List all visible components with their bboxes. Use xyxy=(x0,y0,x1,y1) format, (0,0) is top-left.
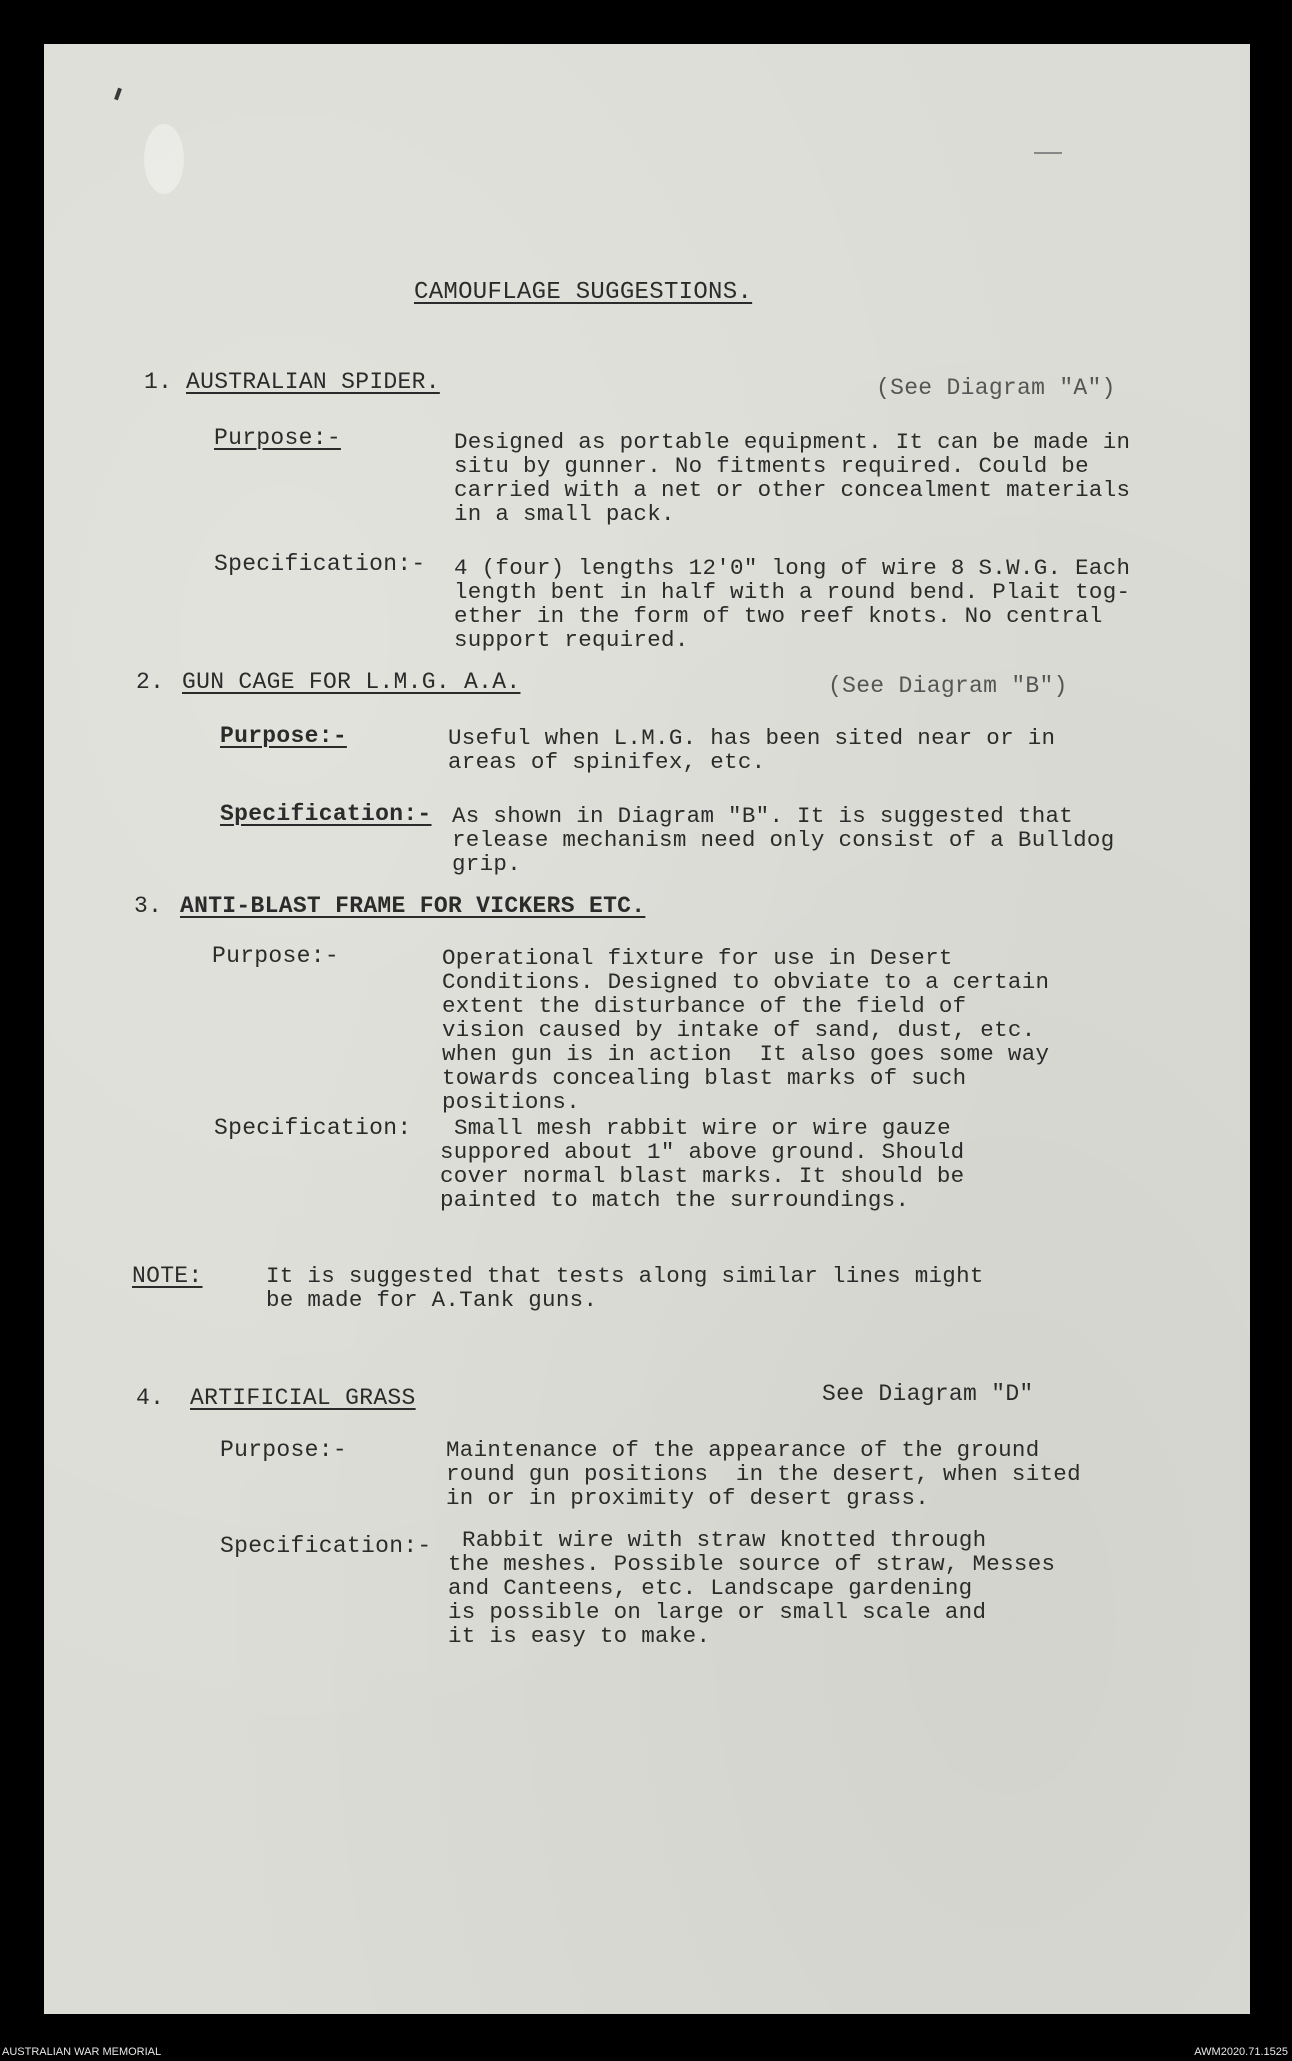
footer-left: AUSTRALIAN WAR MEMORIAL xyxy=(2,2046,162,2058)
specification-line: it is easy to make. xyxy=(448,1623,711,1649)
section-heading: AUSTRALIAN SPIDER. xyxy=(186,369,440,395)
note-label: NOTE: xyxy=(132,1263,203,1289)
purpose-line: towards concealing blast marks of such xyxy=(442,1065,967,1091)
specification-label: Specification:- xyxy=(220,1533,432,1559)
purpose-label: Purpose:- xyxy=(214,425,341,451)
purpose-line: extent the disturbance of the field of xyxy=(442,993,967,1019)
specification-line: the meshes. Possible source of straw, Messes xyxy=(448,1551,1056,1577)
purpose-line: Maintenance of the appearance of the ground xyxy=(446,1437,1040,1463)
specification-line: length bent in half with a round bend. Plait tog- xyxy=(454,579,1131,605)
specification-line: release mechanism need only consist of a Bulldog xyxy=(452,827,1115,853)
document-page xyxy=(44,44,1250,2014)
specification-line: and Canteens, etc. Landscape gardening xyxy=(448,1575,973,1601)
purpose-line: areas of spinifex, etc. xyxy=(448,749,766,775)
specification-line: is possible on large or small scale and xyxy=(448,1599,987,1625)
specification-label: Specification: xyxy=(214,1115,412,1141)
specification-line: cover normal blast marks. It should be xyxy=(440,1163,965,1189)
diagram-reference: (See Diagram "A") xyxy=(876,375,1116,401)
section-heading: ARTIFICIAL GRASS xyxy=(190,1385,416,1411)
ink-speck xyxy=(1034,152,1062,154)
purpose-line: situ by gunner. No fitments required. Could be xyxy=(454,453,1089,479)
specification-line: support required. xyxy=(454,627,689,653)
section-heading: ANTI-BLAST FRAME FOR VICKERS ETC. xyxy=(180,893,646,919)
page-title: CAMOUFLAGE SUGGESTIONS. xyxy=(414,279,753,306)
footer-right: AWM2020.71.1525 xyxy=(1194,2046,1288,2058)
specification-line: Small mesh rabbit wire or wire gauze xyxy=(454,1115,951,1141)
purpose-label: Purpose:- xyxy=(220,723,347,749)
purpose-line: when gun is in action It also goes some way xyxy=(442,1041,1050,1067)
document-body xyxy=(44,44,1250,2014)
specification-label: Specification:- xyxy=(220,801,432,827)
purpose-line: Designed as portable equipment. It can be made in xyxy=(454,429,1131,455)
purpose-line: vision caused by intake of sand, dust, etc. xyxy=(442,1017,1036,1043)
ink-speck xyxy=(114,88,122,101)
purpose-line: Operational fixture for use in Desert xyxy=(442,945,953,971)
section-number: 3. xyxy=(134,893,163,919)
purpose-label: Purpose:- xyxy=(220,1437,347,1463)
specification-line: Rabbit wire with straw knotted through xyxy=(462,1527,987,1553)
specification-line: suppored about 1" above ground. Should xyxy=(440,1139,965,1165)
note-line: be made for A.Tank guns. xyxy=(266,1287,598,1313)
purpose-line: in or in proximity of desert grass. xyxy=(446,1485,930,1511)
section-heading: GUN CAGE FOR L.M.G. A.A. xyxy=(182,669,521,695)
purpose-line: carried with a net or other concealment materials xyxy=(454,477,1131,503)
diagram-reference: See Diagram "D" xyxy=(822,1381,1034,1407)
purpose-line: Useful when L.M.G. has been sited near or in xyxy=(448,725,1056,751)
specification-line: ether in the form of two reef knots. No central xyxy=(454,603,1103,629)
section-number: 2. xyxy=(136,669,165,695)
note-line: It is suggested that tests along similar lines might xyxy=(266,1263,984,1289)
specification-line: 4 (four) lengths 12'0" long of wire 8 S.W.G. Each xyxy=(454,555,1131,581)
purpose-label: Purpose:- xyxy=(212,943,339,969)
section-number: 1. xyxy=(144,369,173,395)
purpose-line: Conditions. Designed to obviate to a certain xyxy=(442,969,1050,995)
purpose-line: round gun positions in the desert, when sited xyxy=(446,1461,1081,1487)
specification-label: Specification:- xyxy=(214,551,426,577)
purpose-line: in a small pack. xyxy=(454,501,675,527)
purpose-line: positions. xyxy=(442,1089,581,1115)
diagram-reference: (See Diagram "B") xyxy=(828,673,1068,699)
paper-smudge xyxy=(144,124,184,194)
specification-line: grip. xyxy=(452,851,522,877)
specification-line: painted to match the surroundings. xyxy=(440,1187,910,1213)
specification-line: As shown in Diagram "B". It is suggested that xyxy=(452,803,1074,829)
section-number: 4. xyxy=(136,1385,165,1411)
